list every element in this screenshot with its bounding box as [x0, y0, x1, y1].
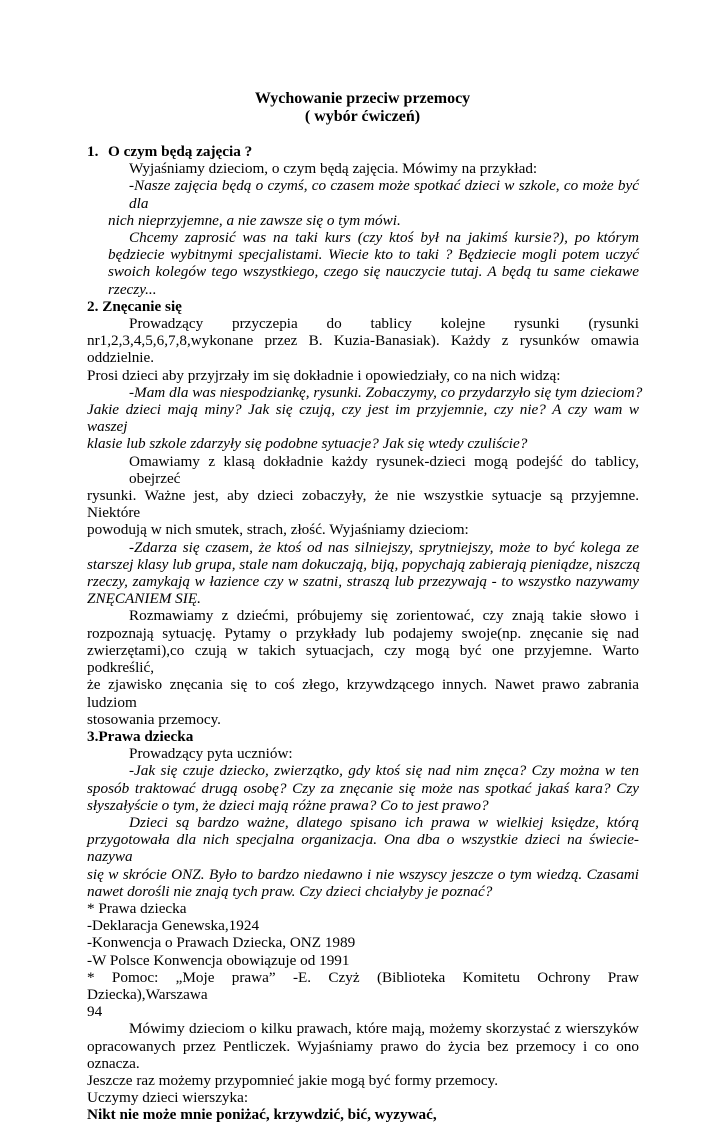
- section-2-heading: 2. Znęcanie się: [87, 297, 182, 315]
- reference-item: * Pomoc: „Moje prawa” -E. Czyż (Biblioteka Komitetu Ochrony Praw Dziecka),Warszawa: [87, 968, 639, 1003]
- text-line: się w skrócie ONZ. Było to bardzo niedawno i nie wszyscy jeszcze o tym wiedzą. Czasami: [87, 865, 639, 883]
- text-line: starszej klasy lub grupa, stale nam dokuczają, biją, popychają zabierają pieniądze, niszczą: [87, 555, 641, 573]
- text-line: nr1,2,3,4,5,6,7,8,wykonane przez B. Kuzia-Banasiak). Każdy z rysunków omawia oddzielnie.: [87, 332, 639, 367]
- text-line: rozpoznają sytuację. Pytamy o przykłady lub podajemy swoje(np. znęcanie się nad: [87, 624, 639, 642]
- reference-item: -W Polsce Konwencja obowiązuje od 1991: [87, 951, 350, 969]
- text-line: klasie lub szkole zdarzyły się podobne sytuacje? Jak się wtedy czuliście?: [87, 435, 528, 453]
- text-line: Jeszcze raz możemy przypomnieć jakie mogą być formy przemocy.: [87, 1071, 499, 1089]
- text-line: -Nasze zajęcia będą o czymś, co czasem może spotkać dzieci w szkole, co może być dla: [129, 177, 639, 212]
- text-line: Mówimy dzieciom o kilku prawach, które mają, możemy skorzystać z wierszyków: [129, 1020, 639, 1038]
- text-line: Dzieci są bardzo ważne, dlatego spisano ich prawa w wielkiej księdze, którą: [129, 813, 639, 831]
- text-line: ZNĘCANIEM SIĘ.: [87, 590, 201, 608]
- section-1-intro: [87, 160, 639, 177]
- text-line: Wyjaśniamy dzieciom, o czym będą zajęcia. Mówimy na przykład:: [129, 160, 538, 178]
- text-line: sposób traktować drugą osobę? Czy za znęcanie się może nas spotkać jakaś kara? Czy: [87, 779, 639, 797]
- text-line: -Mam dla was niespodziankę, rysunki. Zobaczymy, co przydarzyło się tym dzieciom?: [129, 383, 643, 401]
- section-3-quote-1: [87, 762, 639, 814]
- document-body: [87, 143, 643, 1124]
- section-3-paragraph-2: [87, 1020, 639, 1089]
- document-title: Wychowanie przeciw przemocy: [254, 90, 471, 107]
- text-line: powodują w nich smutek, strach, złość. Wyjaśniamy dzieciom:: [87, 521, 469, 539]
- section-3-references: [87, 900, 639, 1020]
- text-line: Prowadzący przyczepia do tablicy kolejne rysunki (rysunki: [129, 315, 639, 333]
- reference-item-continuation: 94: [87, 1003, 103, 1021]
- text-line: -Jak się czuje dziecko, zwierzątko, gdy ktoś się nad nim znęca? Czy można w ten: [129, 762, 639, 780]
- text-line: będziecie wybitnymi specjalistami. Wiecie kto to taki ? Będziecie mogli potem uczyć: [108, 246, 639, 264]
- reference-item: -Deklaracja Genewska,1924: [87, 917, 260, 935]
- reference-item: -Konwencja o Prawach Dziecka, ONZ 1989: [87, 934, 356, 952]
- poem-line: Nikt nie może mnie poniżać, krzywdzić, bić, wyzywać,: [87, 1106, 437, 1124]
- text-line: przygotowała dla nich specjalna organizacja. Ona dba o wszystkie dzieci na świecie-nazywa: [87, 831, 639, 866]
- text-line: rzeczy...: [108, 280, 157, 298]
- text-line: Chcemy zaprosić was na taki kurs (czy ktoś był na jakimś kursie?), po którym: [129, 229, 639, 247]
- section-1-quote: [87, 177, 639, 297]
- text-line: Jakie dzieci mają miny? Jak się czują, czy jest im przyjemnie, czy nie? A czy wam w waszej: [87, 401, 639, 436]
- section-2-paragraph-1: [87, 315, 639, 384]
- section-1-title: O czym będą zajęcia ?: [108, 143, 253, 160]
- section-1-number: 1.: [87, 143, 99, 160]
- reference-item: * Prawa dziecka: [87, 899, 187, 917]
- text-line: Uczymy dzieci wierszyka:: [87, 1089, 249, 1107]
- section-2-quote-2: [87, 539, 639, 608]
- document-subtitle: ( wybór ćwiczeń): [304, 108, 421, 125]
- section-3-quote-2: [87, 814, 639, 900]
- text-line: Prosi dzieci aby przyjrzały im się dokładnie i opowiedziały, co na nich widzą:: [87, 366, 561, 384]
- text-line: nich nieprzyjemne, a nie zawsze się o tym mówi.: [108, 211, 401, 229]
- text-line: że zjawisko znęcania się to coś złego, krzywdzącego innych. Nawet prawo zabrania ludziom: [87, 676, 639, 711]
- text-line: swoich kolegów tego wszystkiego, czego się nauczycie tutaj. A będą tu same ciekawe: [108, 263, 639, 281]
- section-3-paragraph-1: [87, 745, 639, 762]
- text-line: opracowanych przez Pentliczek. Wyjaśniamy prawo do życia bez przemocy i co ono oznacza.: [87, 1037, 639, 1072]
- text-line: zwierzętami),co czują w takich sytuacjach, czy mogą być one przyjemne. Warto podkreślić,: [87, 641, 639, 677]
- text-line: -Zdarza się czasem, że ktoś od nas silniejszy, sprytniejszy, może to być kolega ze: [129, 538, 639, 556]
- text-line: rzeczy, zamykają w łazience czy w szatni, straszą lub przezywają - to wszystko nazywamy: [87, 573, 639, 591]
- text-line: Omawiamy z klasą dokładnie każdy rysunek-dzieci mogą podejść do tablicy, obejrzeć: [129, 452, 639, 487]
- section-2-quote-1: [87, 383, 643, 453]
- text-line: rysunki. Ważne jest, aby dzieci zobaczyły, że nie wszystkie sytuacje są przyjemne. Niektóre: [87, 487, 639, 522]
- section-1-heading: [87, 143, 639, 160]
- text-line: słyszałyście o tym, że dzieci mają różne prawa? Co to jest prawo?: [87, 796, 489, 814]
- text-line: Rozmawiamy z dziećmi, próbujemy się zorientować, czy znają takie słowo i: [129, 607, 639, 625]
- text-line: Prowadzący pyta uczniów:: [129, 745, 293, 763]
- section-3-paragraph-3: [87, 1089, 639, 1123]
- section-3-heading: 3.Prawa dziecka: [87, 727, 194, 745]
- section-2-paragraph-3: [87, 607, 639, 727]
- text-line: nawet dorośli nie znają tych praw. Czy dzieci chciałyby je poznać?: [87, 882, 493, 900]
- text-line: stosowania przemocy.: [87, 710, 221, 728]
- section-2-paragraph-2: [87, 453, 639, 539]
